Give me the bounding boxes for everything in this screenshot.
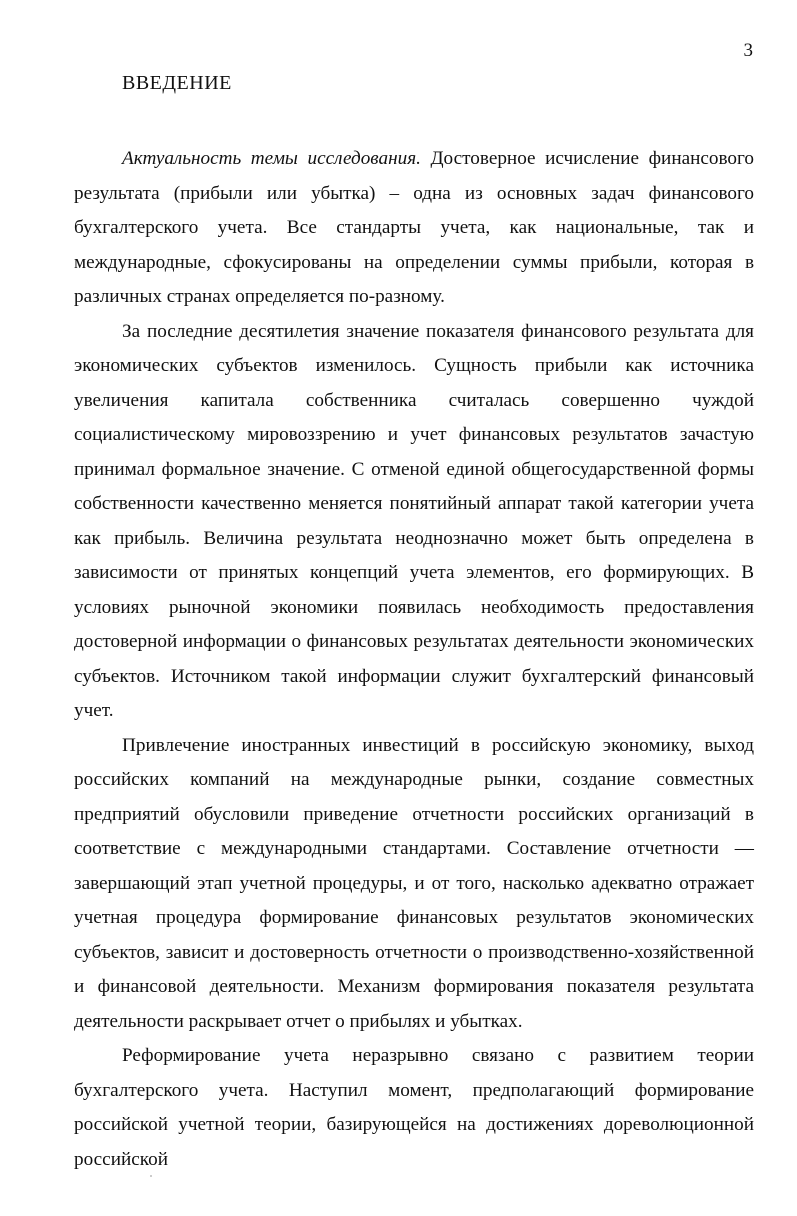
- paragraph-text: Достоверное исчисление финансового результата (прибыли или убытка) – одна из основных задач финансового бухгалтерского учета. Все стандарты учета, как национальные, так и международные, сфокусированы на определении суммы прибыли, которая в различных странах определяется по-разному.: [74, 148, 754, 307]
- page-number: 3: [743, 40, 753, 61]
- body-text: [74, 142, 754, 1177]
- scan-speck: [150, 1175, 152, 1177]
- paragraph-relevance: [74, 142, 754, 315]
- paragraph-accounting-reform: Реформирование учета неразрывно связано с развитием теории бухгалтерского учета. Наступил момент, предполагающий формирование российской учетной теории, базирующейся на достижениях дореволюционной российской: [74, 1045, 754, 1170]
- paragraph-profit-significance: За последние десятилетия значение показателя финансового результата для экономических субъектов изменилось. Сущность прибыли как источника увеличения капитала собственника считалась совершенно чуждой социалистическому мировоззрению и учет финансовых результатов зачастую принимал формальное значение. С отменой единой общегосударственной формы собственности качественно меняется понятийный аппарат такой категории учета как прибыль. Величина результата неоднозначно может быть определена в зависимости от принятых концепций учета элементов, его формирующих. В условиях рыночной экономики появилась необходимость предоставления достоверной информации о финансовых результатах деятельности экономических субъектов. Источником такой информации служит бухгалтерский финансовый учет.: [74, 320, 754, 721]
- section-heading: ВВЕДЕНИЕ: [122, 72, 232, 94]
- paragraph-foreign-investment: Привлечение иностранных инвестиций в российскую экономику, выход российских компаний на международные рынки, создание совместных предприятий обусловили приведение отчетности российских организаций в соответствие с международными стандартами. Составление отчетности — завершающий этап учетной процедуры, и от того, насколько адекватно отражает учетная процедура формирование финансовых результатов экономических субъектов, зависит и достоверность отчетности о производственно-хозяйственной и финансовой деятельности. Механизм формирования показателя результата деятельности раскрывает отчет о прибылях и убытках.: [74, 734, 754, 1032]
- paragraph-lead: Актуальность темы исследования.: [122, 148, 421, 169]
